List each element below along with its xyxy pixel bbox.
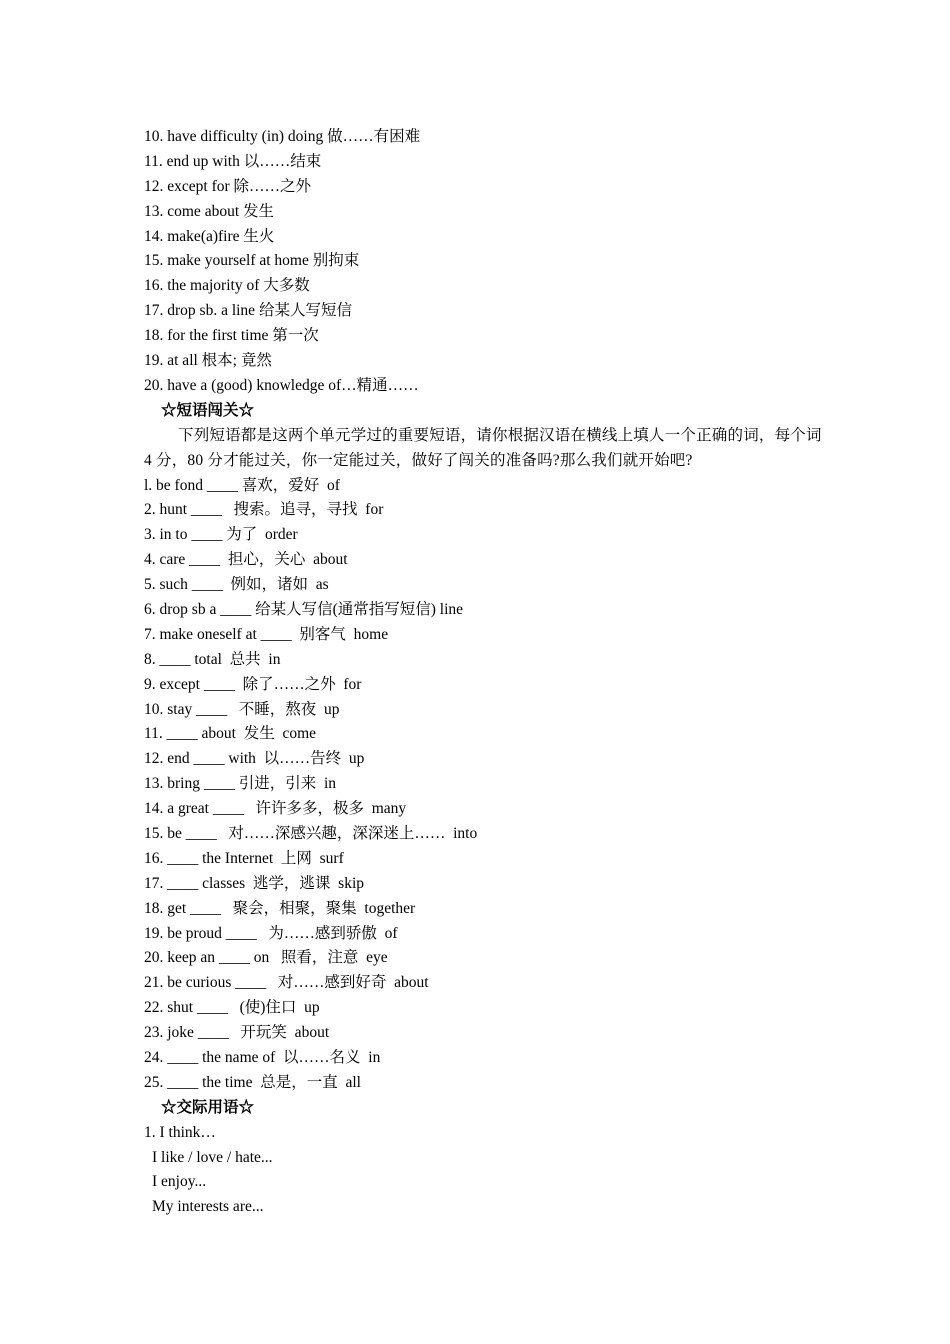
phrase-line: 19. at all 根本; 竟然	[144, 352, 272, 370]
quiz-item: 8. ____ total 总共 in	[144, 650, 281, 668]
phrase-line: 13. come about 发生	[144, 202, 275, 220]
quiz-item: 13. bring ____ 引进，引来 in	[144, 775, 337, 793]
quiz-item: l. be fond ____ 喜欢，爱好 of	[144, 476, 340, 494]
quiz-item: 4. care ____ 担心，关心 about	[144, 551, 348, 569]
communication-item: 1. I think…	[144, 1123, 216, 1141]
communication-subitem: My interests are...	[152, 1198, 264, 1216]
quiz-item: 18. get ____ 聚会，相聚，聚集 together	[144, 899, 416, 917]
quiz-item: 24. ____ the name of 以……名义 in	[144, 1048, 381, 1066]
communication-section-heading: ☆交际用语☆	[161, 1098, 255, 1116]
quiz-item: 15. be ____ 对……深感兴趣，深深迷上…… into	[144, 824, 478, 842]
communication-subitem: I enjoy...	[152, 1173, 207, 1191]
phrase-line: 20. have a (good) knowledge of…精通……	[144, 376, 419, 394]
phrase-line: 17. drop sb. a line 给某人写短信	[144, 302, 352, 320]
phrase-line: 12. except for 除……之外	[144, 177, 312, 195]
quiz-item: 7. make oneself at ____ 别客气 home	[144, 625, 389, 643]
quiz-item: 11. ____ about 发生 come	[144, 725, 317, 743]
quiz-item: 21. be curious ____ 对……感到好奇 about	[144, 974, 429, 992]
quiz-item: 6. drop sb a ____ 给某人写信(通常指写短信) line	[144, 600, 464, 618]
phrase-line: 11. end up with 以……结束	[144, 152, 322, 170]
quiz-item: 16. ____ the Internet 上网 surf	[144, 849, 344, 867]
document-body	[144, 125, 824, 1220]
quiz-item: 23. joke ____ 开玩笑 about	[144, 1024, 330, 1042]
phrase-line: 14. make(a)fire 生火	[144, 227, 275, 245]
quiz-item: 22. shut ____ (使)住口 up	[144, 999, 320, 1017]
phrase-line: 10. have difficulty (in) doing 做……有困难	[144, 128, 421, 145]
quiz-item: 3. in to ____ 为了 order	[144, 526, 298, 544]
quiz-item: 2. hunt ____ 搜索。追寻，寻找 for	[144, 501, 384, 519]
communication-subitem: I like / love / hate...	[152, 1148, 273, 1166]
quiz-section-heading: ☆短语闯关☆	[161, 401, 255, 419]
quiz-item: 10. stay ____ 不睡，熬夜 up	[144, 700, 340, 718]
quiz-item: 17. ____ classes 逃学，逃课 skip	[144, 874, 365, 892]
quiz-item: 5. such ____ 例如，诸如 as	[144, 576, 329, 594]
quiz-item: 14. a great ____ 许许多多，极多 many	[144, 800, 407, 818]
quiz-item: 19. be proud ____ 为……感到骄傲 of	[144, 924, 398, 942]
phrase-line: 16. the majority of 大多数	[144, 277, 310, 295]
phrase-line: 15. make yourself at home 别拘束	[144, 252, 360, 270]
quiz-item: 9. except ____ 除了……之外 for	[144, 675, 362, 693]
quiz-intro-paragraph: 下列短语都是这两个单元学过的重要短语，请你根据汉语在横线上填人一个正确的词，每个词 4 分，80 分才能过关，你一定能过关，做好了闯关的准备吗?那么我们就开始吧?	[144, 426, 822, 469]
quiz-item: 20. keep an ____ on 照看，注意 eye	[144, 949, 388, 967]
phrase-line: 18. for the first time 第一次	[144, 327, 319, 345]
quiz-item: 25. ____ the time 总是，一直 all	[144, 1073, 361, 1091]
quiz-item: 12. end ____ with 以……告终 up	[144, 750, 365, 768]
